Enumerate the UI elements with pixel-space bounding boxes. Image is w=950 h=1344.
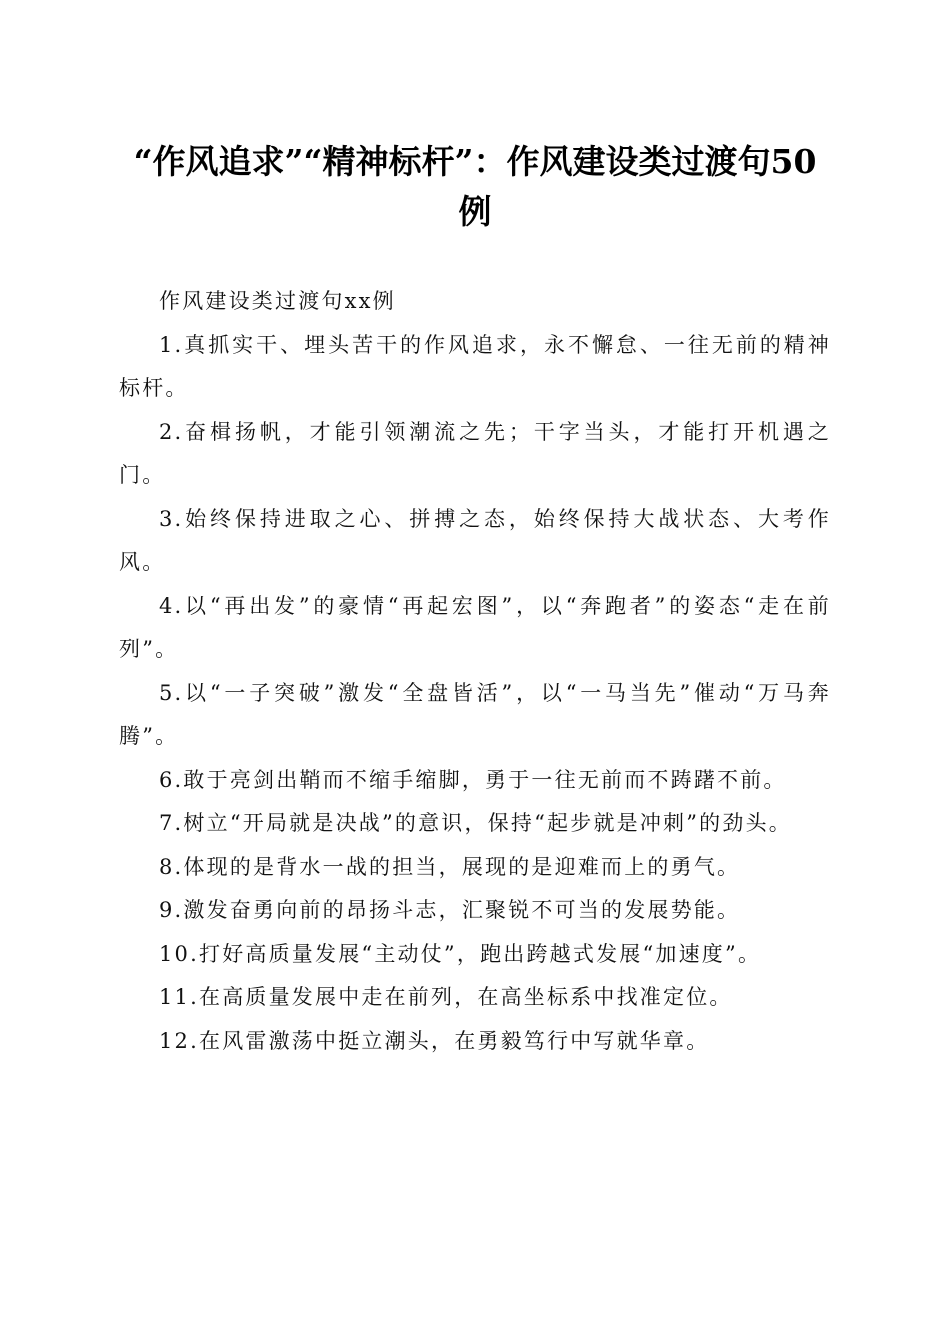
- document-subtitle: 作风建设类过渡句xx例: [159, 289, 396, 313]
- list-item: 3.始终保持进取之心、拼搏之态，始终保持大战状态、大考作风。: [119, 506, 831, 574]
- list-item: 11.在高质量发展中走在前列，在高坐标系中找准定位。: [159, 985, 733, 1009]
- list-item: 6.敢于亮剑出鞘而不缩手缩脚，勇于一往无前而不踌躇不前。: [159, 767, 787, 792]
- list-item: 12.在风雷激荡中挺立潮头，在勇毅笃行中写就华章。: [159, 1028, 710, 1053]
- list-item: 2.奋楫扬帆，才能引领潮流之先；干字当头，才能打开机遇之门。: [119, 419, 831, 487]
- list-item: 7.树立“开局就是决战”的意识，保持“起步就是冲刺”的劲头。: [159, 811, 792, 835]
- document-body: [119, 280, 831, 1063]
- list-item: 10.打好高质量发展“主动仗”，跑出跨越式发展“加速度”。: [159, 941, 762, 966]
- list-item: 4.以“再出发”的豪情“再起宏图”，以“奔跑者”的姿态“走在前列”。: [119, 593, 831, 661]
- list-item: 9.激发奋勇向前的昂扬斗志，汇聚锐不可当的发展势能。: [159, 898, 741, 922]
- list-item: 1.真抓实干、埋头苦干的作风追求，永不懈怠、一往无前的精神标杆。: [119, 332, 831, 400]
- list-item: 8.体现的是背水一战的担当，展现的是迎难而上的勇气。: [159, 854, 741, 879]
- list-item: 5.以“一子突破”激发“全盘皆活”，以“一马当先”催动“万马奔腾”。: [119, 680, 831, 748]
- document-title: “作风追求”“精神标杆”：作风建设类过渡句50例: [133, 142, 817, 231]
